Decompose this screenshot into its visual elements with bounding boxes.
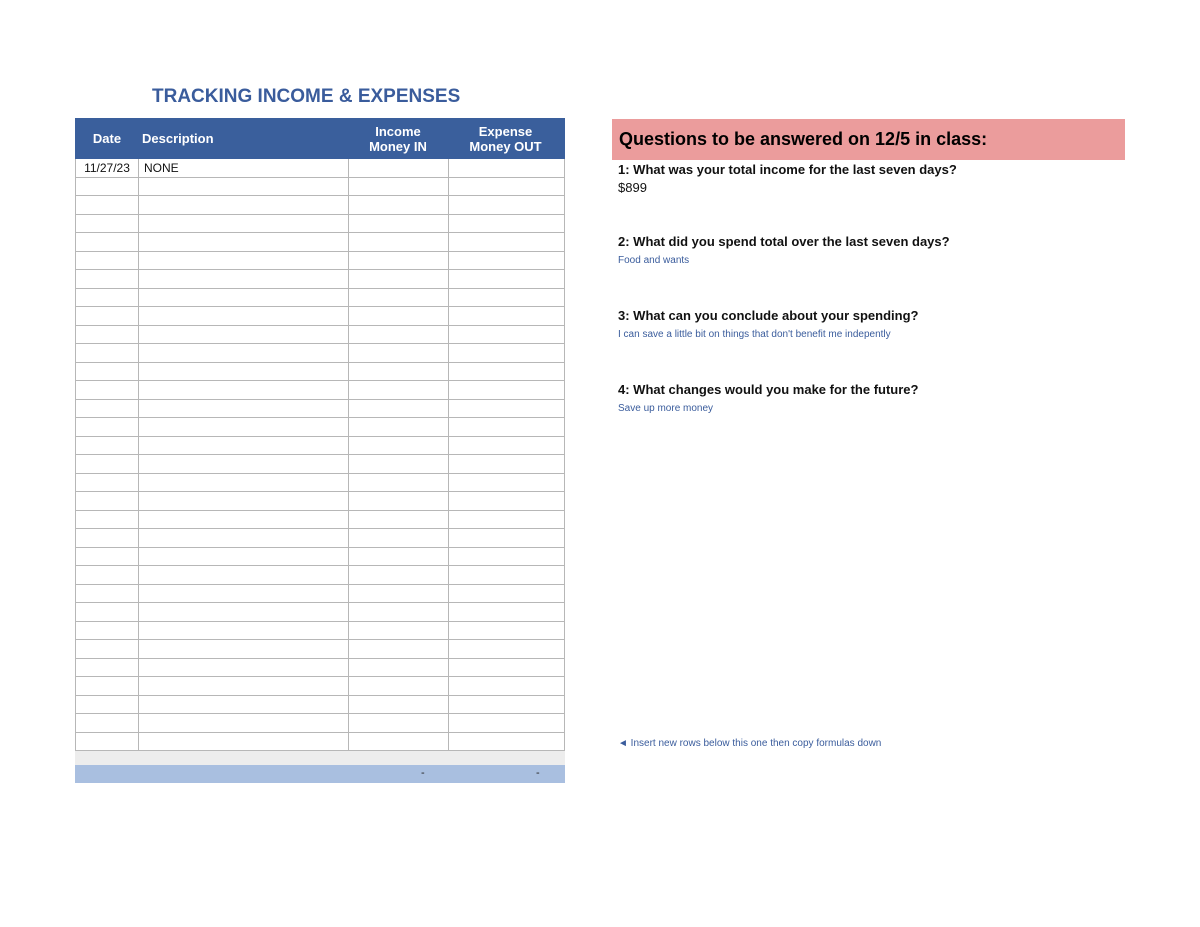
cell-description[interactable] xyxy=(139,603,349,621)
cell-income[interactable] xyxy=(349,622,449,640)
spacer-row xyxy=(75,751,565,765)
table-row[interactable] xyxy=(76,585,564,604)
cell-date[interactable]: 11/27/23 xyxy=(76,159,139,177)
table-row[interactable] xyxy=(76,529,564,548)
table-row[interactable] xyxy=(76,511,564,530)
cell-expense[interactable] xyxy=(449,363,564,381)
table-row[interactable] xyxy=(76,677,564,696)
cell-income[interactable] xyxy=(349,178,449,196)
cell-date[interactable] xyxy=(76,215,139,233)
cell-description[interactable] xyxy=(139,289,349,307)
table-row[interactable] xyxy=(76,326,564,345)
header-expense-line1: Expense xyxy=(478,123,533,139)
cell-expense[interactable] xyxy=(449,733,564,751)
cell-description[interactable] xyxy=(139,714,349,732)
table-row[interactable] xyxy=(76,696,564,715)
table-row[interactable] xyxy=(76,196,564,215)
cell-income[interactable] xyxy=(349,344,449,362)
cell-description[interactable] xyxy=(139,640,349,658)
cell-income[interactable] xyxy=(349,566,449,584)
cell-date[interactable] xyxy=(76,400,139,418)
cell-date[interactable] xyxy=(76,270,139,288)
cell-expense[interactable] xyxy=(449,418,564,436)
cell-date[interactable] xyxy=(76,196,139,214)
cell-date[interactable] xyxy=(76,344,139,362)
cell-expense[interactable] xyxy=(449,492,564,510)
cell-description[interactable]: NONE xyxy=(139,159,349,177)
cell-date[interactable] xyxy=(76,548,139,566)
cell-date[interactable] xyxy=(76,363,139,381)
cell-income[interactable] xyxy=(349,307,449,325)
cell-expense[interactable] xyxy=(449,344,564,362)
table-row[interactable] xyxy=(76,418,564,437)
cell-income[interactable] xyxy=(349,363,449,381)
questions-header: Questions to be answered on 12/5 in class: xyxy=(612,119,1125,160)
cell-income[interactable] xyxy=(349,455,449,473)
table-row[interactable] xyxy=(76,344,564,363)
cell-description[interactable] xyxy=(139,363,349,381)
table-row[interactable] xyxy=(76,733,564,752)
cell-expense[interactable] xyxy=(449,455,564,473)
cell-income[interactable] xyxy=(349,196,449,214)
cell-income[interactable] xyxy=(349,677,449,695)
cell-expense[interactable] xyxy=(449,307,564,325)
table-row[interactable] xyxy=(76,603,564,622)
cell-date[interactable] xyxy=(76,418,139,436)
cell-description[interactable] xyxy=(139,344,349,362)
cell-description[interactable] xyxy=(139,418,349,436)
cell-date[interactable] xyxy=(76,381,139,399)
cell-description[interactable] xyxy=(139,622,349,640)
cell-income[interactable] xyxy=(349,159,449,177)
cell-description[interactable] xyxy=(139,659,349,677)
cell-date[interactable] xyxy=(76,622,139,640)
question-3: 3: What can you conclude about your spending? xyxy=(618,308,919,323)
question-4: 4: What changes would you make for the future? xyxy=(618,382,919,397)
cell-description[interactable] xyxy=(139,455,349,473)
cell-description[interactable] xyxy=(139,326,349,344)
answer-3: I can save a little bit on things that don't benefit me indepently xyxy=(618,329,891,340)
table-row[interactable] xyxy=(76,215,564,234)
header-income xyxy=(348,118,448,159)
cell-date[interactable] xyxy=(76,474,139,492)
cell-income[interactable] xyxy=(349,270,449,288)
cell-income[interactable] xyxy=(349,529,449,547)
cell-expense[interactable] xyxy=(449,511,564,529)
cell-description[interactable] xyxy=(139,511,349,529)
cell-expense[interactable] xyxy=(449,196,564,214)
header-description: Description xyxy=(142,131,214,146)
table-row[interactable] xyxy=(76,622,564,641)
table-row[interactable] xyxy=(76,437,564,456)
cell-income[interactable] xyxy=(349,437,449,455)
table-row[interactable] xyxy=(76,474,564,493)
cell-description[interactable] xyxy=(139,252,349,270)
cell-expense[interactable] xyxy=(449,566,564,584)
header-date: Date xyxy=(92,131,122,146)
question-1: 1: What was your total income for the last seven days? xyxy=(618,162,957,177)
table-row[interactable] xyxy=(76,455,564,474)
cell-description[interactable] xyxy=(139,437,349,455)
header-income-line1: Income xyxy=(375,123,421,139)
cell-description[interactable] xyxy=(139,196,349,214)
cell-income[interactable] xyxy=(349,696,449,714)
table-row[interactable] xyxy=(76,252,564,271)
cell-expense[interactable] xyxy=(449,585,564,603)
cell-date[interactable] xyxy=(76,326,139,344)
table-header xyxy=(75,118,565,159)
cell-description[interactable] xyxy=(139,178,349,196)
cell-description[interactable] xyxy=(139,307,349,325)
cell-description[interactable] xyxy=(139,696,349,714)
cell-income[interactable] xyxy=(349,548,449,566)
table-row[interactable] xyxy=(76,640,564,659)
insert-rows-note: ◄ Insert new rows below this one then copy formulas down xyxy=(618,738,882,749)
cell-expense[interactable] xyxy=(449,603,564,621)
cell-expense[interactable] xyxy=(449,696,564,714)
table-row[interactable] xyxy=(76,233,564,252)
cell-income[interactable] xyxy=(349,400,449,418)
cell-description[interactable] xyxy=(139,733,349,751)
cell-expense[interactable] xyxy=(449,677,564,695)
table-row[interactable] xyxy=(76,400,564,419)
answer-1: $899 xyxy=(618,180,647,195)
cell-date[interactable] xyxy=(76,252,139,270)
cell-income[interactable] xyxy=(349,714,449,732)
cell-income[interactable] xyxy=(349,603,449,621)
total-expense: - xyxy=(536,767,540,779)
cell-expense[interactable] xyxy=(449,159,564,177)
cell-expense[interactable] xyxy=(449,622,564,640)
table-row[interactable] xyxy=(76,492,564,511)
cell-income[interactable] xyxy=(349,289,449,307)
cell-expense[interactable] xyxy=(449,640,564,658)
cell-date[interactable] xyxy=(76,659,139,677)
table-row[interactable] xyxy=(76,381,564,400)
table-body xyxy=(75,159,565,751)
cell-income[interactable] xyxy=(349,418,449,436)
cell-description[interactable] xyxy=(139,492,349,510)
cell-expense[interactable] xyxy=(449,529,564,547)
cell-expense[interactable] xyxy=(449,326,564,344)
header-expense xyxy=(448,118,563,159)
cell-date[interactable] xyxy=(76,677,139,695)
cell-income[interactable] xyxy=(349,326,449,344)
cell-expense[interactable] xyxy=(449,252,564,270)
cell-date[interactable] xyxy=(76,733,139,751)
cell-description[interactable] xyxy=(139,270,349,288)
cell-income[interactable] xyxy=(349,585,449,603)
table-row[interactable] xyxy=(76,363,564,382)
cell-income[interactable] xyxy=(349,252,449,270)
cell-description[interactable] xyxy=(139,529,349,547)
cell-expense[interactable] xyxy=(449,215,564,233)
cell-description[interactable] xyxy=(139,585,349,603)
cell-date[interactable] xyxy=(76,696,139,714)
answer-4: Save up more money xyxy=(618,403,714,414)
cell-date[interactable] xyxy=(76,307,139,325)
header-expense-line2: Money OUT xyxy=(469,138,542,154)
cell-date[interactable] xyxy=(76,585,139,603)
cell-income[interactable] xyxy=(349,381,449,399)
cell-date[interactable] xyxy=(76,455,139,473)
table-row[interactable] xyxy=(76,270,564,289)
cell-expense[interactable] xyxy=(449,714,564,732)
table-row[interactable] xyxy=(76,307,564,326)
cell-description[interactable] xyxy=(139,215,349,233)
answer-2: Food and wants xyxy=(618,255,690,266)
cell-expense[interactable] xyxy=(449,474,564,492)
income-expense-table xyxy=(75,118,565,783)
table-row[interactable] xyxy=(76,159,564,178)
cell-expense[interactable] xyxy=(449,381,564,399)
totals-row xyxy=(75,765,565,783)
table-row[interactable] xyxy=(76,178,564,197)
table-row[interactable] xyxy=(76,714,564,733)
cell-description[interactable] xyxy=(139,474,349,492)
cell-expense[interactable] xyxy=(449,437,564,455)
cell-description[interactable] xyxy=(139,400,349,418)
table-row[interactable] xyxy=(76,289,564,308)
cell-date[interactable] xyxy=(76,603,139,621)
cell-date[interactable] xyxy=(76,289,139,307)
cell-date[interactable] xyxy=(76,178,139,196)
cell-date[interactable] xyxy=(76,640,139,658)
cell-expense[interactable] xyxy=(449,178,564,196)
cell-expense[interactable] xyxy=(449,270,564,288)
cell-expense[interactable] xyxy=(449,659,564,677)
cell-date[interactable] xyxy=(76,529,139,547)
table-row[interactable] xyxy=(76,566,564,585)
cell-income[interactable] xyxy=(349,492,449,510)
page-title: TRACKING INCOME & EXPENSES xyxy=(152,86,461,107)
cell-date[interactable] xyxy=(76,233,139,251)
cell-expense[interactable] xyxy=(449,289,564,307)
cell-expense[interactable] xyxy=(449,233,564,251)
cell-income[interactable] xyxy=(349,640,449,658)
cell-income[interactable] xyxy=(349,733,449,751)
cell-income[interactable] xyxy=(349,511,449,529)
cell-expense[interactable] xyxy=(449,400,564,418)
cell-income[interactable] xyxy=(349,233,449,251)
cell-date[interactable] xyxy=(76,714,139,732)
cell-description[interactable] xyxy=(139,381,349,399)
cell-description[interactable] xyxy=(139,566,349,584)
cell-description[interactable] xyxy=(139,233,349,251)
table-row[interactable] xyxy=(76,659,564,678)
cell-income[interactable] xyxy=(349,659,449,677)
cell-description[interactable] xyxy=(139,548,349,566)
cell-description[interactable] xyxy=(139,677,349,695)
cell-income[interactable] xyxy=(349,474,449,492)
cell-date[interactable] xyxy=(76,492,139,510)
cell-date[interactable] xyxy=(76,511,139,529)
question-2: 2: What did you spend total over the last seven days? xyxy=(618,234,950,249)
table-row[interactable] xyxy=(76,548,564,567)
total-income: - xyxy=(421,767,425,779)
cell-date[interactable] xyxy=(76,437,139,455)
cell-date[interactable] xyxy=(76,566,139,584)
header-income-line2: Money IN xyxy=(369,138,427,154)
cell-expense[interactable] xyxy=(449,548,564,566)
cell-income[interactable] xyxy=(349,215,449,233)
